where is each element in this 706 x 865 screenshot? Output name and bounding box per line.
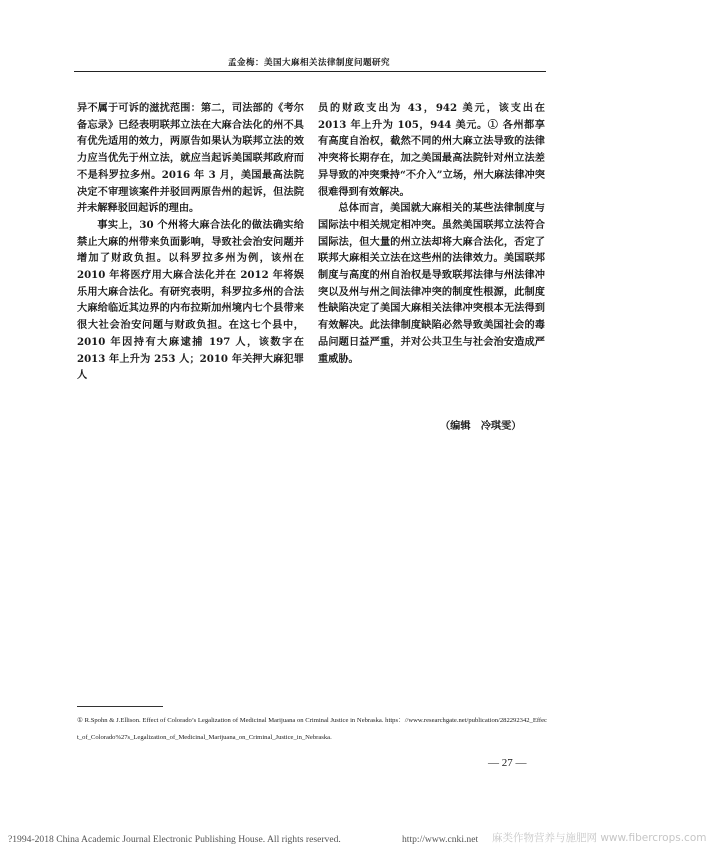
left-column: [77, 100, 304, 384]
paragraph: 员的财政支出为 43，942 美元，该支出在 2013 年上升为 105，944 美元。① 各州都享有高度自治权，截然不同的州大麻立法导致的法律冲突将长期存在，加之美国最高法院针对州立法差异导致的冲突秉持“不介入”立场，州大麻法律冲突很难得到有效解决。: [318, 102, 545, 198]
paragraph: 异不属于可诉的滋扰范围：第二，司法部的《考尔备忘录》已经表明联邦立法在大麻合法化的州不具有优先适用的效力，两原告如果认为联邦立法的效力应当优先于州立法，就应当起诉美国联邦政府而不是科罗拉多州。2016 年 3 月，美国最高法院决定不审理该案件并驳回两原告州的起诉，但法院并未解释驳回起诉的理由。: [77, 102, 304, 215]
footnote-rule: [77, 706, 163, 707]
editor-note: （编辑 冷琪雯）: [440, 421, 522, 432]
paragraph: 事实上，30 个州将大麻合法化的做法确实给禁止大麻的州带来负面影响，导致社会治安问题并增加了财政负担。以科罗拉多州为例，该州在 2010 年将医疗用大麻合法化并在 2012 年将娱乐用大麻合法化。有研究表明，科罗拉多州的合法大麻给临近其边界的内布拉斯加州境内七个县带来很大社会治安问题与财政负担。在这七个县中，2010 年因持有大麻逮捕 197 人，该数字在 2013 年上升为 253 人；2010 年关押大麻犯罪人: [77, 218, 304, 382]
paragraph: 总体而言，美国就大麻相关的某些法律制度与国际法中相关规定相冲突。虽然美国联邦立法符合国际法，但大量的州立法却将大麻合法化，否定了联邦大麻相关立法在这些州的法律效力。美国联邦制度与高度的州自治权是导致联邦法律与州法律冲突以及州与州之间法律冲突的制度性根源，此制度性缺陷决定了美国大麻相关法律冲突根本无法得到有效解决。此法律制度缺陷必然导致美国社会的毒品问题日益严重，并对公共卫生与社会治安造成严重威胁。: [318, 202, 545, 365]
running-header: 孟金梅：美国大麻相关法律制度问题研究: [227, 58, 390, 68]
header-rule: [74, 71, 546, 72]
page-number: — 27 —: [488, 757, 527, 769]
right-column: [318, 100, 545, 367]
footnote: ① R.Spohn & J.Ellison. Effect of Colorado’s Legalization of Medicinal Marijuana on Criminal Justice in Nebraska. https：//www.researchgate.net/publication/282292342_Effect_of_Colorado%27s_Legalization_of_Medicinal_Marijuana_on_Criminal_Justice_in_Nebraska.: [77, 717, 547, 741]
copyright-notice: ?1994-2018 China Academic Journal Electronic Publishing House. All rights reserved.: [8, 834, 341, 845]
watermark: 麻类作物营养与施肥网 www.fibercrops.com: [492, 832, 706, 844]
bottom-bar: [0, 832, 706, 850]
site-link[interactable]: http://www.cnki.net: [402, 834, 479, 845]
